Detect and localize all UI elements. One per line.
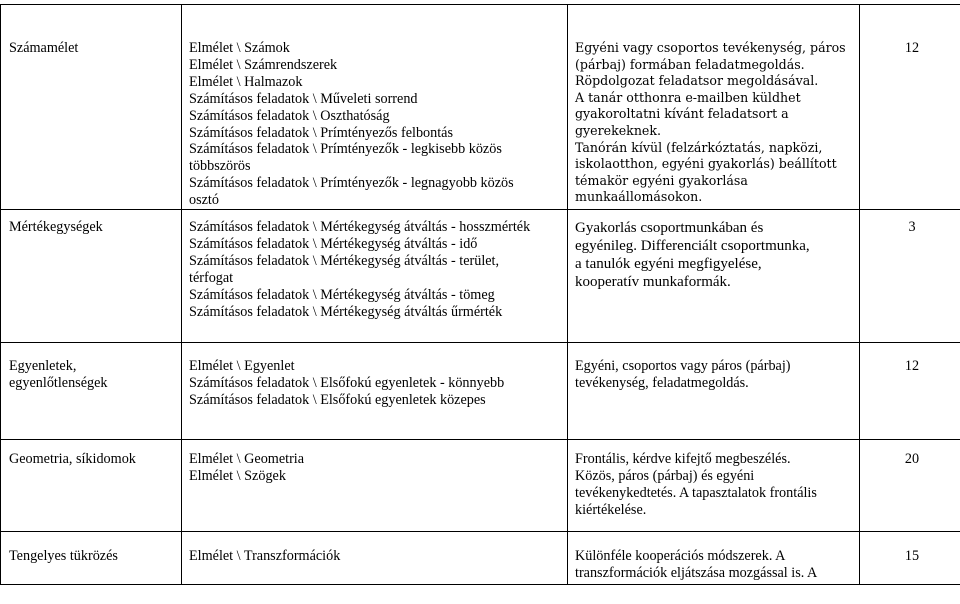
content-line: Elmélet \ Számrendszerek <box>189 56 338 73</box>
topic-text: Mértékegységek <box>9 219 103 236</box>
content-cell <box>182 532 568 585</box>
hours-value: 12 <box>904 40 920 56</box>
hours-value: 20 <box>904 451 920 468</box>
method-line: Röpdolgozat feladatsor megoldásával. <box>575 73 819 89</box>
method-line: Gyakorlás csoportmunkában és <box>575 220 764 237</box>
content-line: Számításos feladatok \ Mértékegység átváltás - hosszmérték <box>189 219 531 236</box>
content-cell <box>182 210 568 343</box>
content-line: Elmélet \ Egyenlet <box>189 358 295 375</box>
method-line: A tanár otthonra e-mailben küldhet <box>575 89 801 105</box>
hours-value: 12 <box>904 358 920 375</box>
content-line: osztó <box>189 192 219 209</box>
method-line: tevékenység, feladatmegoldás. <box>575 374 749 391</box>
method-line: kiértékelése. <box>575 501 647 518</box>
topic-cell <box>1 440 182 532</box>
method-line: transzformációk eljátszása mozgással is. A <box>575 564 818 581</box>
method-line: Egyéni vagy csoportos tevékenység, páros <box>575 40 846 55</box>
method-line: Közös, páros (párbaj) és egyéni <box>575 467 755 484</box>
topic-cell <box>1 343 182 440</box>
hours-cell <box>860 210 960 343</box>
topic-text: egyenlőtlenségek <box>9 374 108 391</box>
content-cell <box>182 5 568 210</box>
method-line: a tanulók egyéni megfigyelése, <box>575 256 762 273</box>
content-line: Elmélet \ Geometria <box>189 451 305 468</box>
method-cell <box>568 210 860 343</box>
content-line: Számításos feladatok \ Prímtényezők - legnagyobb közös <box>189 175 514 192</box>
content-line: térfogat <box>189 269 234 286</box>
method-line: Egyéni, csoportos vagy páros (párbaj) <box>575 358 791 375</box>
content-line: Számításos feladatok \ Oszthatóság <box>189 107 390 124</box>
table-row <box>1 343 960 440</box>
topic-text: Egyenletek, <box>9 358 77 375</box>
hours-cell <box>860 343 960 440</box>
method-line: témakör egyéni gyakorlása <box>575 172 748 188</box>
method-line: Frontális, kérdve kifejtő megbeszélés. <box>575 451 791 468</box>
hours-value: 15 <box>904 548 920 565</box>
table-row <box>1 440 960 532</box>
content-line: Számításos feladatok \ Mértékegység átváltás - idő <box>189 235 478 252</box>
hours-cell <box>860 440 960 532</box>
method-cell <box>568 5 860 210</box>
hours-cell <box>860 532 960 585</box>
method-line: iskolaotthon, egyéni gyakorlás) beállított <box>575 156 837 172</box>
content-line: Számításos feladatok \ Mértékegység átváltás űrmérték <box>189 303 503 320</box>
content-line: Számításos feladatok \ Elsőfokú egyenletek közepes <box>189 391 486 408</box>
content-line: Elmélet \ Szögek <box>189 467 286 484</box>
topic-text: Számamélet <box>9 40 79 56</box>
method-line: (párbaj) formában feladatmegoldás. <box>575 56 805 72</box>
method-line: Tanórán kívül (felzárkóztatás, napközi, <box>575 139 823 155</box>
hours-value: 3 <box>908 219 916 236</box>
method-cell <box>568 343 860 440</box>
method-line: tevékenykedtetés. A tapasztalatok frontális <box>575 484 817 501</box>
lesson-plan-table <box>0 4 960 585</box>
method-line: Különféle kooperációs módszerek. A <box>575 548 786 565</box>
content-line: Elmélet \ Transzformációk <box>189 548 341 565</box>
method-line: gyerekeknek. <box>575 122 662 138</box>
content-line: Számításos feladatok \ Mértékegység átváltás - tömeg <box>189 286 495 303</box>
method-cell <box>568 532 860 585</box>
method-line: egyénileg. Differenciált csoportmunka, <box>575 238 810 255</box>
topic-cell <box>1 210 182 343</box>
content-cell <box>182 440 568 532</box>
content-line: többszörös <box>189 158 251 175</box>
table-row <box>1 5 960 210</box>
table-row <box>1 210 960 343</box>
hours-cell <box>860 5 960 210</box>
content-line: Számításos feladatok \ Prímtényezők - legkisebb közös <box>189 141 502 158</box>
table-row <box>1 532 960 585</box>
content-line: Számításos feladatok \ Műveleti sorrend <box>189 90 418 107</box>
method-line: munkaállomásokon. <box>575 189 703 205</box>
content-line: Számításos feladatok \ Elsőfokú egyenletek - könnyebb <box>189 374 505 391</box>
topic-text: Tengelyes tükrözés <box>9 548 118 565</box>
content-line: Számításos feladatok \ Mértékegység átváltás - terület, <box>189 252 500 269</box>
method-line: gyakoroltatni kívánt feladatsort a <box>575 106 789 122</box>
content-line: Elmélet \ Számok <box>189 40 290 56</box>
content-cell <box>182 343 568 440</box>
topic-cell <box>1 5 182 210</box>
content-line: Elmélet \ Halmazok <box>189 73 303 90</box>
topic-text: Geometria, síkidomok <box>9 451 136 468</box>
topic-cell <box>1 532 182 585</box>
method-cell <box>568 440 860 532</box>
method-line: kooperatív munkaformák. <box>575 274 731 291</box>
content-line: Számításos feladatok \ Prímtényezős felbontás <box>189 124 453 141</box>
